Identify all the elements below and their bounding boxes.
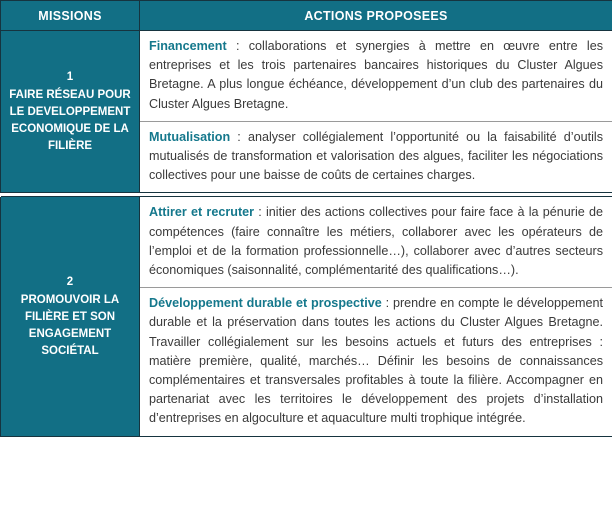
mission-cell-1 <box>1 31 140 193</box>
action-lead-mutualisation: Mutualisation <box>149 129 231 144</box>
column-header-actions: ACTIONS PROPOSEES <box>140 1 612 31</box>
mission-title-2: PROMOUVOIR LA FILIÈRE ET SON ENGAGEMENT SOCIÉTAL <box>20 293 120 357</box>
mission-cell-2 <box>1 197 140 436</box>
table-header-row <box>1 1 612 31</box>
action-cell-attirer-recruter <box>140 197 612 288</box>
action-lead-financement: Financement <box>149 39 227 53</box>
action-lead-separator: : <box>381 296 393 311</box>
table-body <box>1 31 612 437</box>
action-body-mutualisation: analyser collégialement l’opportunité ou la faisabilité d’outils mutualisés de transformation et valorisation des algues, faciliter les négociations collectives pour une baisse de coûts de certaines charges. <box>149 129 604 183</box>
table-header <box>1 1 612 31</box>
action-lead-developpement-durable: Développement durable et prospective <box>149 296 382 311</box>
action-body-financement: collaborations et synergies à mettre en œuvre entre les entreprises et les trois partenaires bancaires historiques du Cluster Algues Bretagne. A plus longue échéance, développement d’un club des partenaires du Cluster Algues Bretagne. <box>149 39 603 111</box>
action-cell-developpement-durable <box>140 288 612 436</box>
action-body-developpement-durable: prendre en compte le développement durable et la préservation dans toutes les actions du Cluster Algues Bretagne. Travailler collégialement sur les besoins actuels et futurs des entreprises : matière première, qualité, marchés… Définir les besoins de connaissances complémentaires et transversales profitables à toute la filière. Accompagner en partenariat avec les territoires le développement des projets d’installation d’entreprises en algoculture et aquaculture multi trophique intégrée. <box>149 296 603 426</box>
action-cell-mutualisation <box>140 121 612 193</box>
action-lead-attirer-recruter: Attirer et recruter <box>149 205 255 220</box>
mission-number-1: 1 <box>66 70 74 83</box>
table-row <box>1 197 612 288</box>
mission-number-2: 2 <box>66 275 74 288</box>
action-body-attirer-recruter: initier des actions collectives pour faire face à la pénurie de compétences (faire connaître les métiers, collaborer avec les opérateurs de l’emploi et de la formation professionnelle…), collaborer avec d’autres secteurs économiques (saisonnalité, complémentarité des qualifications…). <box>149 205 603 278</box>
action-lead-separator: : <box>254 205 266 220</box>
action-cell-financement <box>140 31 612 122</box>
mission-title-1: FAIRE RÉSEAU POUR LE DEVELOPPEMENT ECONOMIQUE DE LA FILIÈRE <box>9 88 131 152</box>
action-lead-separator: : <box>230 129 248 144</box>
column-header-missions: MISSIONS <box>1 1 140 31</box>
action-lead-separator: : <box>226 39 249 53</box>
table-row <box>1 31 612 122</box>
